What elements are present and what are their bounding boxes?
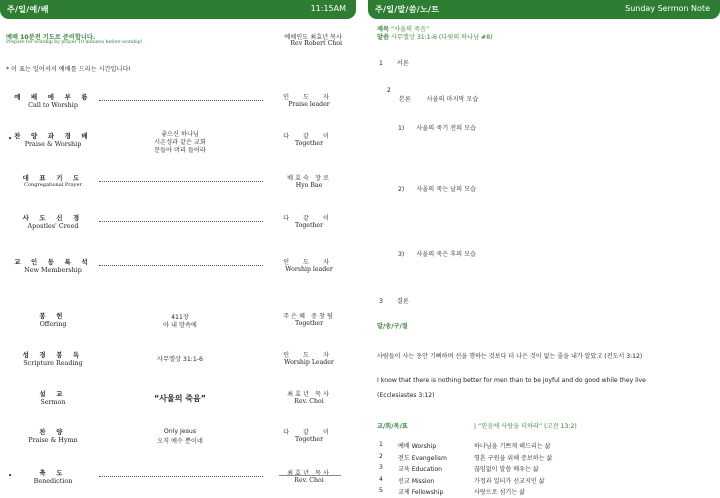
- service-item-leader-en: Hyo Bae: [295, 182, 323, 189]
- service-item-detail: 문들아 머리 들어라: [154, 147, 206, 154]
- service-item-leader-en: Together: [294, 436, 324, 443]
- prep-note-ko: 예배 10분전 기도로 준비합니다.: [6, 34, 96, 41]
- sub-point-num: 2): [398, 186, 405, 193]
- scripture-row: [377, 32, 493, 41]
- service-item-title-en: Sermon: [40, 398, 66, 406]
- sub-point-num: 1): [398, 125, 405, 132]
- conclusion-num: 3: [379, 298, 383, 305]
- service-item-leader-ko: 인 도 자: [283, 259, 335, 266]
- scripture-label: 말씀: [377, 34, 389, 41]
- service-item-title-en: Praise & Worship: [24, 140, 82, 148]
- service-item-title-ko: 예 배 에 부 름: [14, 93, 92, 101]
- outline-num: 2: [386, 87, 391, 94]
- leader-dots: [99, 221, 263, 222]
- service-item-leader-en: Together: [294, 140, 324, 147]
- scripture-value: 사무엘상 31:1-6 (다윗의 하나님 #8): [390, 34, 493, 41]
- outline-text: 본론 사울의 마지막 모습: [398, 96, 479, 103]
- service-item-title-ko: 성 경 봉 독: [22, 351, 84, 359]
- service-item-leader-en: Rev. Choi: [294, 398, 324, 405]
- goal-desc: 영혼 구원을 위해 증보하는 삶: [474, 454, 553, 462]
- leader-dots: [99, 265, 263, 266]
- service-item-leader-ko: 다 같 이: [283, 429, 335, 436]
- service-item-title-ko: 축 도: [39, 469, 67, 477]
- title-value: “사울의 죽음”: [390, 26, 430, 33]
- service-item-title-ko: 찬 양: [39, 428, 67, 436]
- service-item-detail: 아 내 맘속에: [163, 322, 197, 329]
- outline-item: [379, 80, 478, 110]
- standing-bullet-icon: •: [8, 472, 13, 480]
- service-item-leader-ko: 다 같 이: [283, 215, 335, 222]
- service-item-title-en: Offering: [39, 320, 67, 328]
- service-item-title-ko: 교 인 등 록 석: [14, 258, 92, 266]
- goal-num: 4: [379, 475, 383, 483]
- standing-bullet-icon: •: [8, 135, 13, 143]
- title-label: 제목: [377, 26, 389, 33]
- leader-ko: 예배인도 최효년 목사: [284, 34, 342, 41]
- sub-point-num: 3): [398, 251, 405, 258]
- service-item-leader-ko: 배효숙 장로: [287, 175, 331, 182]
- service-item-leader-ko: 인 도 자: [283, 94, 335, 101]
- outline-item: [379, 58, 409, 67]
- goal-num: 3: [379, 464, 383, 471]
- goal-name: 예배 Worship: [398, 443, 437, 450]
- service-item-leader-en: Together: [294, 320, 324, 327]
- service-item-title-en: Apostles' Creed: [27, 222, 79, 230]
- outline-text: 서론: [396, 60, 409, 67]
- service-item-leader-ko: 인 도 자: [283, 352, 335, 359]
- service-item-title-en: New Membership: [24, 266, 82, 274]
- service-item-title-en: Scripture Reading: [23, 359, 83, 367]
- worship-header-title: 주/일/예/배: [7, 5, 49, 14]
- service-item-leader-ko: 다 같 이: [283, 133, 335, 140]
- prep-note-en: Prepare for worship by prayer 10 minutes before worship!: [6, 40, 143, 45]
- memory-verse-en-1: I know that there is nothing better for men than to be joyful and do good while they live: [377, 377, 646, 384]
- sub-point-text: 사울의 죽기 전의 모습: [416, 125, 477, 132]
- divider: [279, 475, 341, 476]
- service-item-detail: 411장: [171, 314, 189, 321]
- goal-name: 교육 Education: [398, 466, 443, 473]
- memory-verse-ko: 사람들이 사는 동안 기뻐하며 선을 행하는 것보다 더 나은 것이 없는 줄을 내가 알았고 (전도서 3:12): [377, 353, 643, 360]
- sermon-header-bar: [368, 0, 720, 19]
- goal-verse: | “믿음에 사랑을 더하라” (고전 13:2): [474, 423, 577, 430]
- service-item-title-en: Praise & Hymn: [28, 436, 78, 444]
- service-item-title-ko: 찬 양 과 경 배: [14, 132, 92, 140]
- service-item-leader-en: Praise leader: [288, 101, 330, 108]
- service-item-title-ko: 사 도 신 경: [22, 214, 84, 222]
- goal-name: 전도 Evangelism: [398, 454, 447, 462]
- goal-num: 5: [379, 487, 383, 494]
- service-item-title-en: Benediction: [33, 477, 73, 485]
- outline-num: 1: [379, 60, 383, 67]
- leader-dots: [99, 476, 263, 477]
- goal-num: 1: [379, 441, 383, 448]
- standing-note: * 이 표는 일어서서 예배를 드리는 시간입니다!: [6, 66, 131, 73]
- service-item-title-en: Call to Worship: [28, 101, 78, 109]
- service-item-title-ko: 대 표 기 도: [22, 174, 84, 182]
- sub-point-text: 사울의 죽은 후의 모습: [416, 251, 477, 258]
- sermon-note-panel: [368, 0, 720, 498]
- service-item-leader-en: Together: [294, 222, 324, 229]
- goal-heading: 교/회/목/표: [377, 423, 408, 430]
- conclusion-text: 결론: [396, 298, 409, 305]
- service-item-detail: 사무엘상 31:1-6: [157, 356, 203, 363]
- service-item-detail: 오직 예수 뿐이네: [157, 438, 203, 445]
- service-item-leader-en: Worship Leader: [284, 359, 334, 366]
- service-item-detail: 좋으신 하나님: [161, 131, 199, 138]
- leader-en: Rev Robert Choi: [290, 40, 342, 47]
- service-item-leader-en: Worship leader: [285, 266, 333, 273]
- goal-name: 선교 Mission: [398, 477, 435, 485]
- goal-num: 2: [379, 452, 383, 460]
- leader-dots: [99, 100, 263, 101]
- conclusion: [379, 296, 409, 305]
- service-item-title-en: Congregational Prayer: [24, 182, 82, 188]
- goal-desc: 사랑으로 섬기는 삶: [474, 489, 525, 496]
- service-item-leader-ko: 최효년 목사: [287, 391, 331, 398]
- worship-header-time: 11:15AM: [310, 4, 346, 13]
- sub-point: [398, 123, 476, 132]
- service-item-detail: Only Jesus: [163, 428, 197, 435]
- worship-header-bar: [0, 0, 356, 19]
- service-item-leader-ko: 주은혜 중창팀: [283, 313, 335, 320]
- service-item-detail: “사울의 죽음”: [154, 394, 206, 403]
- sub-point-text: 사울의 죽는 날의 모습: [416, 186, 477, 193]
- service-item-title-ko: 설 교: [39, 390, 67, 398]
- goal-desc: 하나님을 기쁘게 해드리는 삶: [474, 443, 551, 450]
- sermon-header-right: Sunday Sermon Note: [625, 4, 710, 13]
- goal-desc: 끊임없이 말씀 배우는 삶: [474, 466, 539, 473]
- service-item-leader-ko: 최효년 목사: [287, 470, 331, 477]
- service-item-leader-en: Rev. Choi: [294, 477, 324, 484]
- sermon-header-title: 주/일/말/씀/노/트: [375, 5, 440, 14]
- sub-point: [398, 249, 476, 258]
- sub-point: [398, 184, 476, 193]
- leader-dots: [99, 181, 263, 182]
- memory-heading: 말/송/구/절: [377, 323, 408, 330]
- memory-verse-en-2: (Ecclesiastes 3:12): [377, 392, 435, 399]
- worship-order-panel: [0, 0, 356, 498]
- service-item-detail: 시온성과 같은 교회: [154, 139, 206, 146]
- goal-desc: 가정과 일터가 선교지인 삶: [474, 477, 545, 485]
- goal-name: 교제 Fellowship: [398, 489, 444, 496]
- service-item-title-ko: 봉 헌: [39, 312, 67, 320]
